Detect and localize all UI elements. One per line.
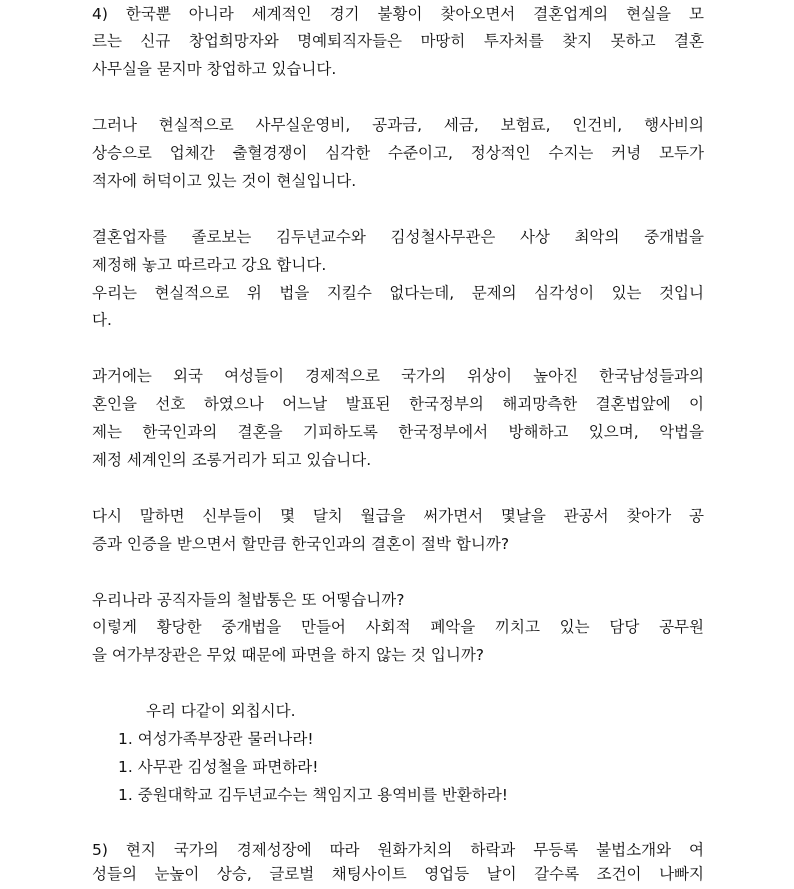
paragraph-officials-line-2: 이렇게 황당한 중개법을 만들어 사회적 폐악을 끼치고 있는 담당 공무원	[92, 618, 704, 636]
slogan-heading: 우리 다같이 외칩시다.	[146, 702, 296, 720]
paragraph-brides-line-1: 다시 말하면 신부들이 몇 달치 월급을 써가면서 몇날을 관공서 찾아가 공	[92, 507, 704, 525]
paragraph-5-line-2: 성들의 눈높이 상승, 글로벌 채팅사이트 영업등 날이 갈수록 조건이 나빠지	[92, 865, 704, 883]
paragraph-officials-line-1: 우리나라 공직자들의 철밥통은 또 어떻습니까?	[92, 591, 405, 609]
slogan-item-2: 1. 사무관 김성철을 파면하라!	[118, 758, 319, 776]
paragraph-law-line-1: 결혼업자를 졸로보는 김두년교수와 김성철사무관은 사상 최악의 중개법을	[92, 228, 704, 246]
paragraph-law-line-2: 제정해 놓고 따르라고 강요 합니다.	[92, 256, 327, 274]
paragraph-costs-line-3: 적자에 허덕이고 있는 것이 현실입니다.	[92, 172, 357, 190]
paragraph-5-line-1: 5) 현지 국가의 경제성장에 따라 원화가치의 하락과 무등록 불법소개와 여	[92, 841, 704, 859]
paragraph-past-line-2: 혼인을 선호 하였으나 어느날 발표된 한국정부의 해괴망측한 결혼법앞에 이	[92, 395, 704, 413]
paragraph-past-line-1: 과거에는 외국 여성들이 경제적으로 국가의 위상이 높아진 한국남성들과의	[92, 367, 704, 385]
paragraph-law-line-4: 다.	[92, 311, 112, 329]
paragraph-costs-line-2: 상승으로 업체간 출혈경쟁이 심각한 수준이고, 정상적인 수지는 커녕 모두가	[92, 144, 704, 162]
slogan-item-3: 1. 중원대학교 김두년교수는 책임지고 용역비를 반환하라!	[118, 786, 509, 804]
paragraph-past-line-3: 제는 한국인과의 결혼을 기피하도록 한국정부에서 방해하고 있으며, 악법을	[92, 423, 704, 441]
paragraph-4-line-1: 4) 한국뿐 아니라 세계적인 경기 불황이 찾아오면서 결혼업계의 현실을 모	[92, 5, 704, 23]
paragraph-4-line-2: 르는 신규 창업희망자와 명예퇴직자들은 마땅히 투자처를 찾지 못하고 결혼	[92, 32, 704, 50]
paragraph-costs-line-1: 그러나 현실적으로 사무실운영비, 공과금, 세금, 보험료, 인건비, 행사비의	[92, 116, 704, 134]
paragraph-brides-line-2: 증과 인증을 받으면서 할만큼 한국인과의 결혼이 절박 합니까?	[92, 535, 510, 553]
paragraph-4-line-3: 사무실을 묻지마 창업하고 있습니다.	[92, 60, 337, 78]
paragraph-officials-line-3: 을 여가부장관은 무었 때문에 파면을 하지 않는 것 입니까?	[92, 646, 485, 664]
slogan-item-1: 1. 여성가족부장관 물러나라!	[118, 730, 314, 748]
paragraph-law-line-3: 우리는 현실적으로 위 법을 지킬수 없다는데, 문제의 심각성이 있는 것입니	[92, 284, 704, 302]
paragraph-past-line-4: 제정 세계인의 조롱거리가 되고 있습니다.	[92, 451, 372, 469]
